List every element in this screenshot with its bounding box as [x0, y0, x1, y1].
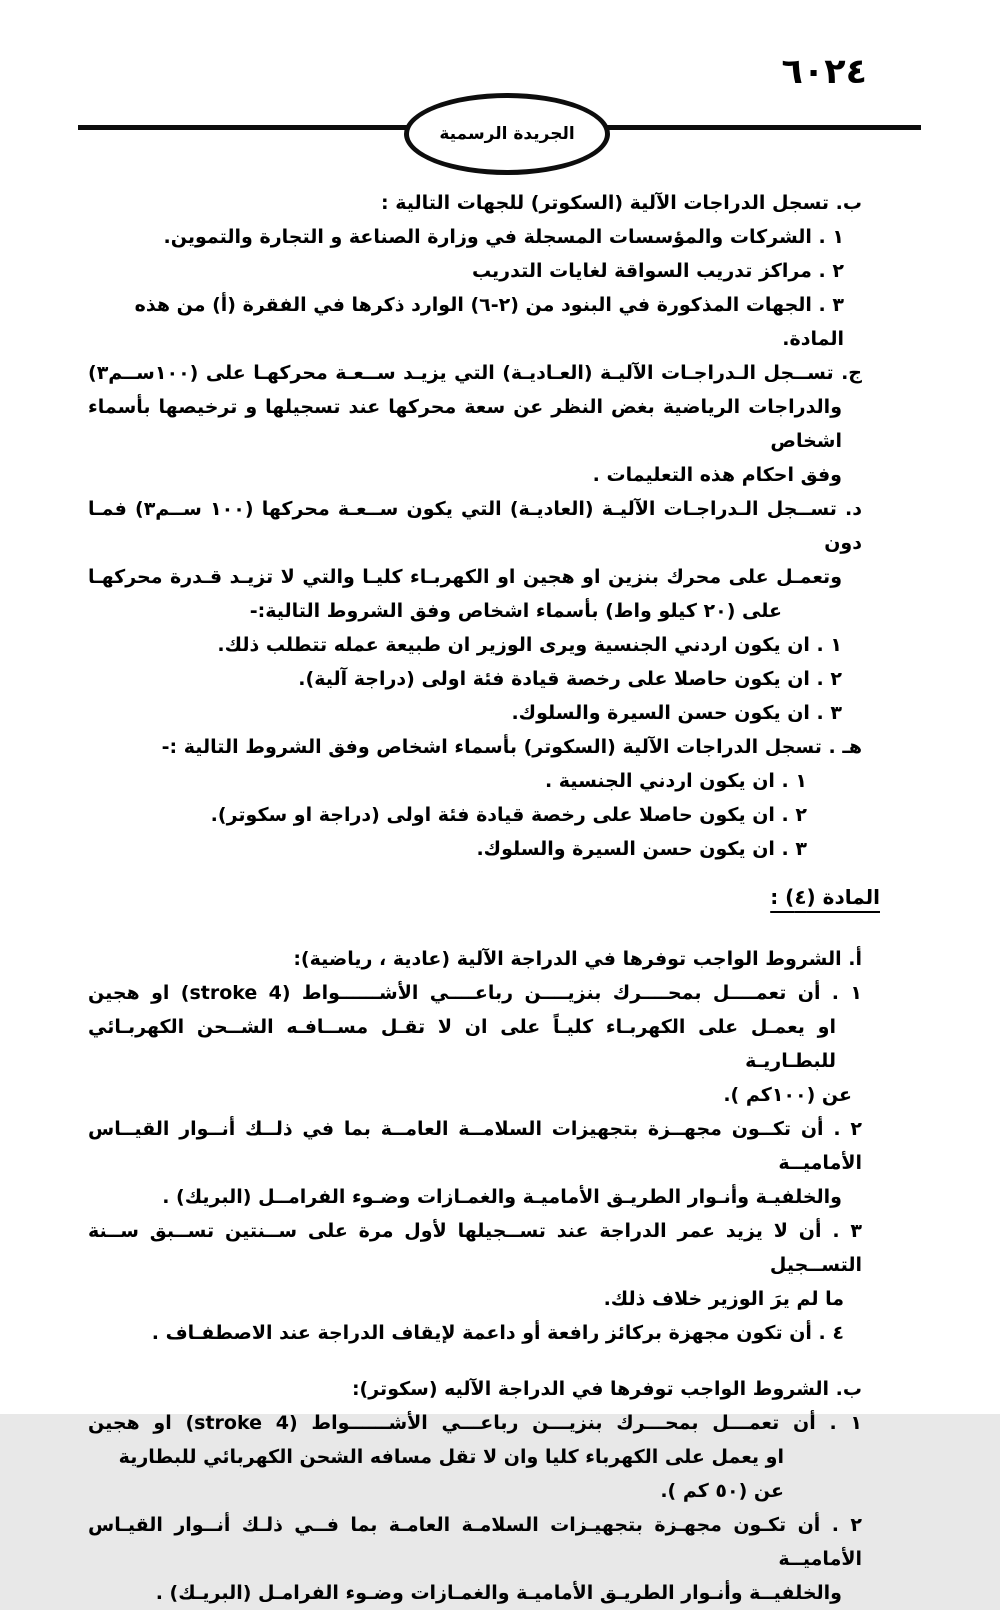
clause-b-item-3: ٣ . الجهات المذكورة في البنود من (٢-٦) الوارد ذكرها في الفقرة (أ) من هذه المادة.: [134, 294, 844, 350]
article-4-heading: المادة (٤) :: [770, 885, 880, 909]
gazette-title: الجريدة الرسمية: [439, 124, 575, 144]
clause-b-item-2: ٢ . مراكز تدريب السواقة لغايات التدريب: [471, 260, 844, 282]
clause-h-item-2: ٢ . ان يكون حاصلا على رخصة قيادة فئة اولى (دراجة او سكوتر).: [210, 804, 807, 826]
clause-h-item-1: ١ . ان يكون اردني الجنسية .: [544, 770, 807, 792]
article4-clause-a-intro: أ. الشروط الواجب توفرها في الدراجة الآلية (عادية ، رياضية):: [293, 948, 862, 970]
clause-h-item-3: ٣ . ان يكون حسن السيرة والسلوك.: [476, 838, 807, 860]
clause-j-line-2: والدراجات الرياضية بغض النظر عن سعة محركها عند تسجيلها و ترخيصها بأسماء اشخاص: [88, 396, 842, 452]
clause-d-item-2: ٢ . ان يكون حاصلا على رخصة قيادة فئة اولى (دراجة آلية).: [298, 668, 842, 690]
article4-a-item3-line1: ٣ . أن لا يزيد عمر الدراجة عند تســجيلها لأول مرة على ســنتين تســبق ســنة التســجيل: [88, 1220, 862, 1276]
gazette-oval-badge: [404, 93, 610, 175]
article4-a-item1-line2: او يعمـل على الكهربـاء كليـاً على ان لا تقـل مســافـه الشــحن الكهربـائي للبطـاريـة: [88, 1016, 836, 1072]
article4-a-item1-line1: ١ . أن تعمــــل بمحــــرك بنزيــــن رباعــــي الأشــــــواط (4 stroke) او هجين: [88, 982, 862, 1004]
clause-b-item-1: ١ . الشركات والمؤسسات المسجلة في وزارة الصناعة و التجارة والتموين.: [163, 226, 844, 248]
clause-j-line-1: ج. تســجل الـدراجـات الآليـة (العـاديـة) التي يزيـد ســعـة محركهـا على (١٠٠ســم٣): [88, 362, 862, 384]
article4-a-item1-line3: عن (١٠٠كم ).: [723, 1084, 852, 1106]
clause-h-intro: هـ . تسجل الدراجات الآلية (السكوتر) بأسماء اشخاص وفق الشروط التالية :-: [161, 736, 862, 758]
clause-d-line-1: د. تســجل الـدراجـات الآليـة (العاديـة) التي يكون ســعـة محركها (١٠٠ ســم٣) فمـا دون: [88, 498, 862, 554]
clause-d-line-3: على (٢٠ كيلو واط) بأسماء اشخاص وفق الشروط التالية:-: [249, 600, 782, 622]
clause-j-line-3: وفق احكام هذه التعليمات .: [592, 464, 842, 486]
clause-d-line-2: وتعمـل على محرك بنزين او هجين او الكهربـاء كليـا والتي لا تزيـد قـدرة محركهـا: [88, 566, 842, 588]
article4-a-item4: ٤ . أن تكون مجهزة بركائز رافعة أو داعمة لإيقاف الدراجة عند الاصطفـاف .: [151, 1322, 844, 1344]
article4-b-item1-line2: او يعمل على الكهرباء كليا وان لا تقل مسافه الشحن الكهربائي للبطارية عن (٥٠ كم ).: [118, 1446, 784, 1502]
article4-b-item2-line2: والخلفيــة وأنـوار الطريـق الأماميـة والغمـازات وضـوء الفرامـل (البريـك) .: [155, 1582, 842, 1604]
document-body: [0, 186, 1000, 1610]
article4-b-item1-line1: ١ . أن تعمـــل بمحـــرك بنزيـــن رباعـــي الأشــــــواط (4 stroke) او هجين: [88, 1412, 862, 1434]
article4-a-item2-line2: والخلفيـة وأنـوار الطريـق الأماميـة والغمـازات وضـوء الفرامــل (البريك) .: [162, 1186, 842, 1208]
article4-b-item2-line1: ٢ . أن تكـون مجهـزة بتجهيـزات السلامـة العامـة بما فــي ذلـك أنــوار القيـاس الأماميــة: [88, 1514, 862, 1570]
clause-d-item-1: ١ . ان يكون اردني الجنسية ويرى الوزير ان طبيعة عمله تتطلب ذلك.: [217, 634, 842, 656]
article4-a-item2-line1: ٢ . أن تكــون مجهــزة بتجهيزات السلامــة العامــة بما في ذلــك أنــوار القيــاس الأماميــة: [88, 1118, 862, 1174]
clause-d-item-3: ٣ . ان يكون حسن السيرة والسلوك.: [511, 702, 842, 724]
page-number: ٦٠٢٤: [781, 52, 867, 92]
clause-b-intro: ب. تسجل الدراجات الآلية (السكوتر) للجهات التالية :: [381, 192, 862, 214]
article4-clause-b-intro: ب. الشروط الواجب توفرها في الدراجة الآليه (سكوتر):: [351, 1378, 862, 1400]
article4-a-item3-line2: ما لم يرَ الوزير خلاف ذلك.: [603, 1288, 844, 1310]
